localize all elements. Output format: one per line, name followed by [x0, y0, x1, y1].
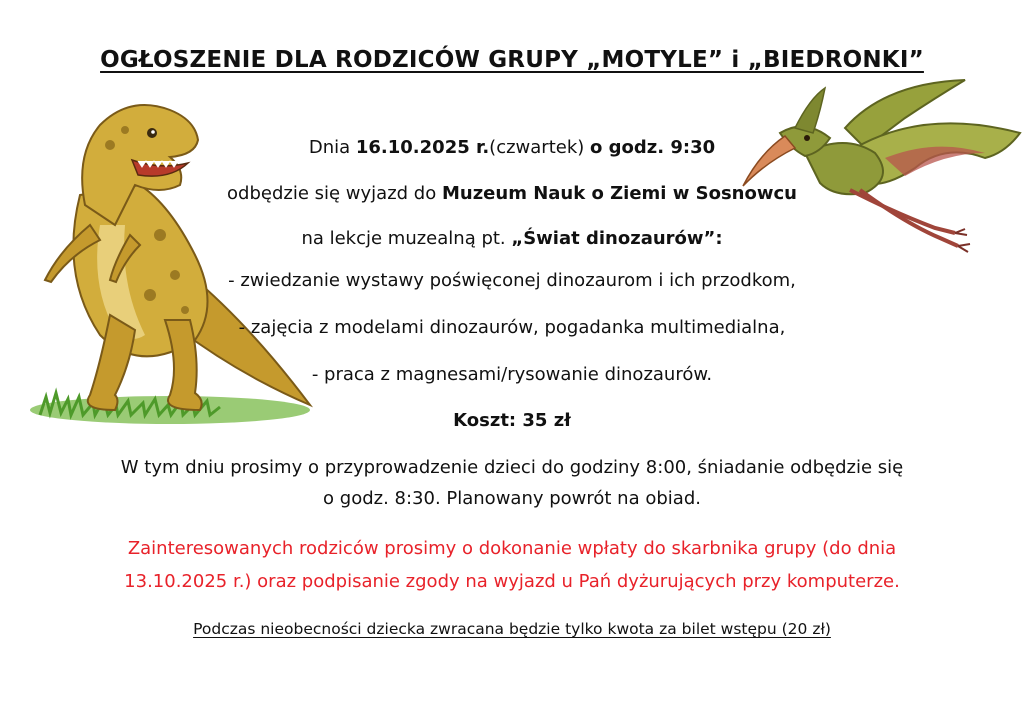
trip-date: 16.10.2025 r. — [355, 137, 490, 158]
page-title-text: OGŁOSZENIE DLA RODZICÓW GRUPY „MOTYLE” i „BIEDRONKI” — [100, 47, 924, 73]
time-prefix: o godz. — [590, 137, 671, 158]
place-prefix: odbędzie się wyjazd do — [227, 183, 442, 204]
trip-date-line — [0, 137, 1024, 158]
activity-item: - praca z magnesami/rysowanie dinozaurów. — [311, 364, 713, 385]
lesson-title: „Świat dinozaurów”: — [511, 228, 723, 249]
trip-place: Muzeum Nauk o Ziemi w Sosnowcu — [441, 183, 797, 204]
info-line-2: o godz. 8:30. Planowany powrót na obiad. — [323, 488, 701, 509]
activity-item: - zwiedzanie wystawy poświęconej dinozaurom i ich przodkom, — [228, 270, 796, 291]
activity-item: - zajęcia z modelami dinozaurów, pogadanka multimedialna, — [238, 317, 786, 338]
date-prefix: Dnia — [308, 137, 356, 158]
lesson-line — [0, 228, 1024, 249]
cost-label: Koszt: 35 zł — [453, 410, 571, 431]
payment-line-1: Zainteresowanych rodziców prosimy o dokonanie wpłaty do skarbnika grupy (do dnia — [127, 538, 897, 559]
page-title — [0, 47, 1024, 73]
trip-time: 9:30 — [670, 137, 716, 158]
trip-place-line — [0, 183, 1024, 204]
payment-line-2: 13.10.2025 r.) oraz podpisanie zgody na wyjazd u Pań dyżurujących przy komputerze. — [124, 571, 900, 592]
refund-note — [0, 620, 1024, 638]
refund-note-text: Podczas nieobecności dziecka zwracana będzie tylko kwota za bilet wstępu (20 zł) — [193, 620, 831, 638]
lesson-prefix: na lekcje muzealną pt. — [301, 228, 512, 249]
trip-weekday: (czwartek) — [489, 137, 590, 158]
info-line-1: W tym dniu prosimy o przyprowadzenie dzieci do godziny 8:00, śniadanie odbędzie się — [120, 457, 904, 478]
